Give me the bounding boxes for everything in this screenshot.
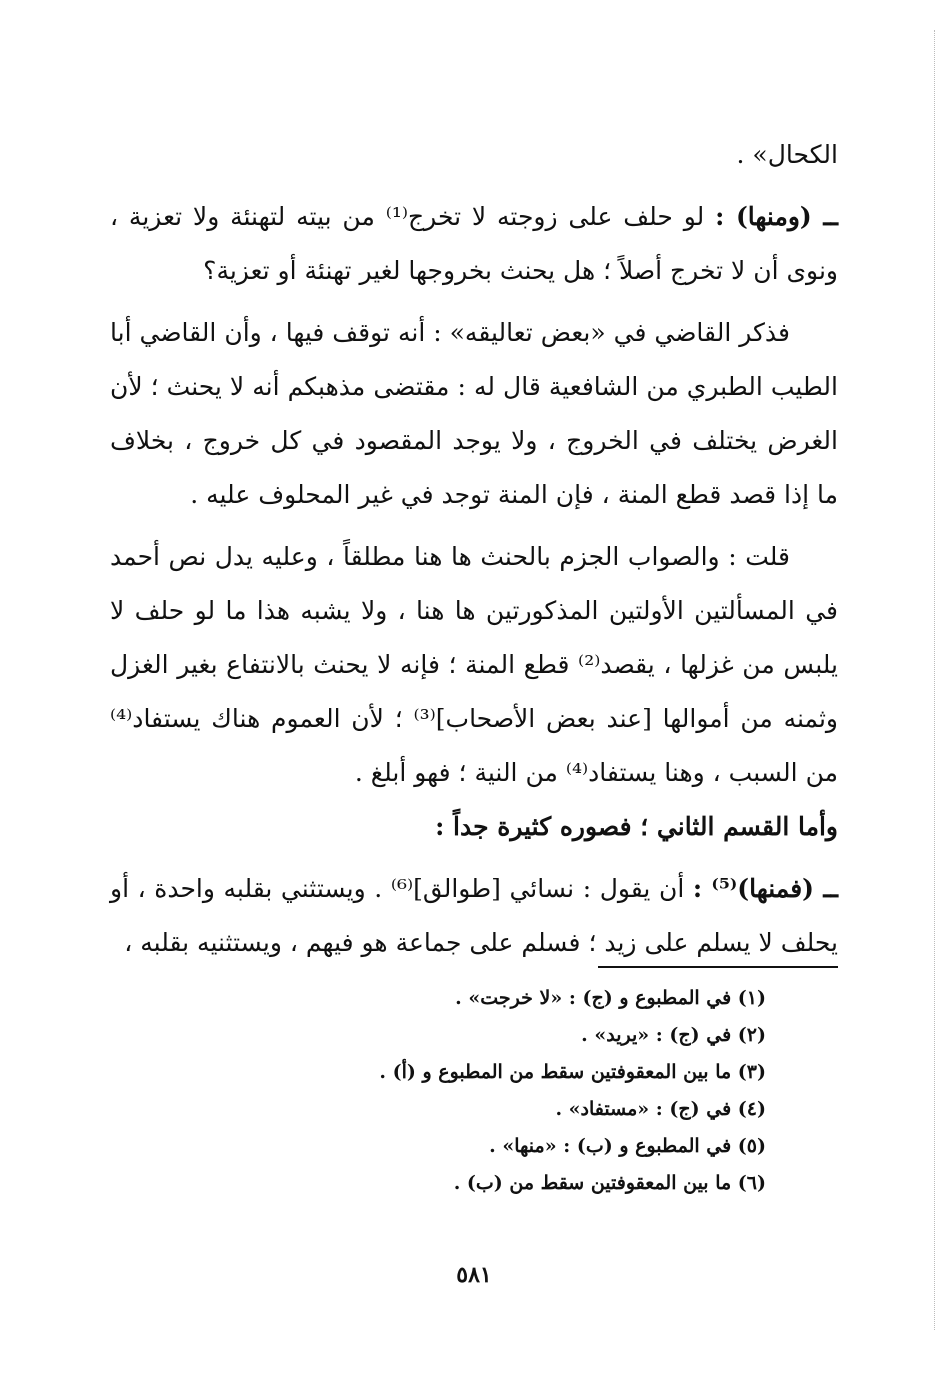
paragraph-qadi [110, 306, 838, 522]
paragraph-continuation [110, 128, 838, 182]
paragraph-text: أن يقول : نسائي [طوالق]⁽⁶⁾ . ويستثني بقلبه واحدة ، أو يحلف لا يسلم على زيد ؛ فسلم على جماعة هو فيهم ، ويستثنيه بقلبه ، [110, 874, 838, 957]
footnote-item: (٦) ما بين المعقوفتين سقط من (ب) . [453, 1172, 766, 1194]
footnote-item: (٣) ما بين المعقوفتين سقط من المطبوع و (أ) . [379, 1061, 766, 1083]
page-number: ٥٨١ [456, 1262, 492, 1288]
footnotes [300, 980, 766, 1202]
paragraph-text: فذكر القاضي في «بعض تعاليقه» : أنه توقف فيها ، وأن القاضي أبا الطيب الطبري من الشافعية قال له : مقتضى مذهبكم أنه لا يحنث ؛ لأن الغرض يختلف في الخروج ، ولا يوجد المقصود في كل خروج ، بخلاف ما إذا قصد قطع المنة ، فإن المنة توجد في غير المحلوف عليه . [110, 318, 838, 509]
paragraph-text: الكحال» . [736, 140, 838, 169]
footnote-separator [598, 966, 838, 968]
paragraph-lead: ــ (فمنها)⁽⁵⁾ : [692, 874, 838, 903]
paragraph-author-opinion [110, 530, 838, 800]
section-heading: وأما القسم الثاني ؛ فصوره كثيرة جداً : [435, 812, 838, 841]
main-text [110, 128, 838, 970]
footnote-item: (١) في المطبوع و (ج) : «لا خرجت» . [455, 987, 766, 1009]
paragraph-text: لو حلف على زوجته لا تخرج⁽¹⁾ من بيته لتهنئة ولا تعزية ، ونوى أن لا تخرج أصلاً ؛ هل يحنث بخروجها لغير تهنئة أو تعزية؟ [110, 202, 838, 285]
footnote-item: (٤) في (ج) : «مستفاد» . [555, 1098, 766, 1120]
footnote-item: (٢) في (ج) : «يريد» . [581, 1024, 766, 1046]
paragraph-case-two [110, 862, 838, 970]
paragraph-lead: ــ (ومنها) : [715, 202, 838, 231]
footnote-item: (٥) في المطبوع و (ب) : «منها» . [489, 1135, 766, 1157]
margin-rule [934, 30, 935, 1330]
paragraph-case-one [110, 190, 838, 298]
paragraph-text: قلت : والصواب الجزم بالحنث ها هنا مطلقاً ، وعليه يدل نص أحمد في المسألتين الأولتين المذكورتين ها هنا ، ولا يشبه هذا ما لو حلف لا يلبس من غزلها ، يقصد⁽²⁾ قطع المنة ؛ فإنه لا يحنث بالانتفاع بغير الغزل وثمنه من أموالها [عند بعض الأصحاب]⁽³⁾ ؛ لأن العموم هناك يستفاد⁽⁴⁾ من السبب ، وهنا يستفاد⁽⁴⁾ من النية ؛ فهو أبلغ . [110, 542, 839, 787]
